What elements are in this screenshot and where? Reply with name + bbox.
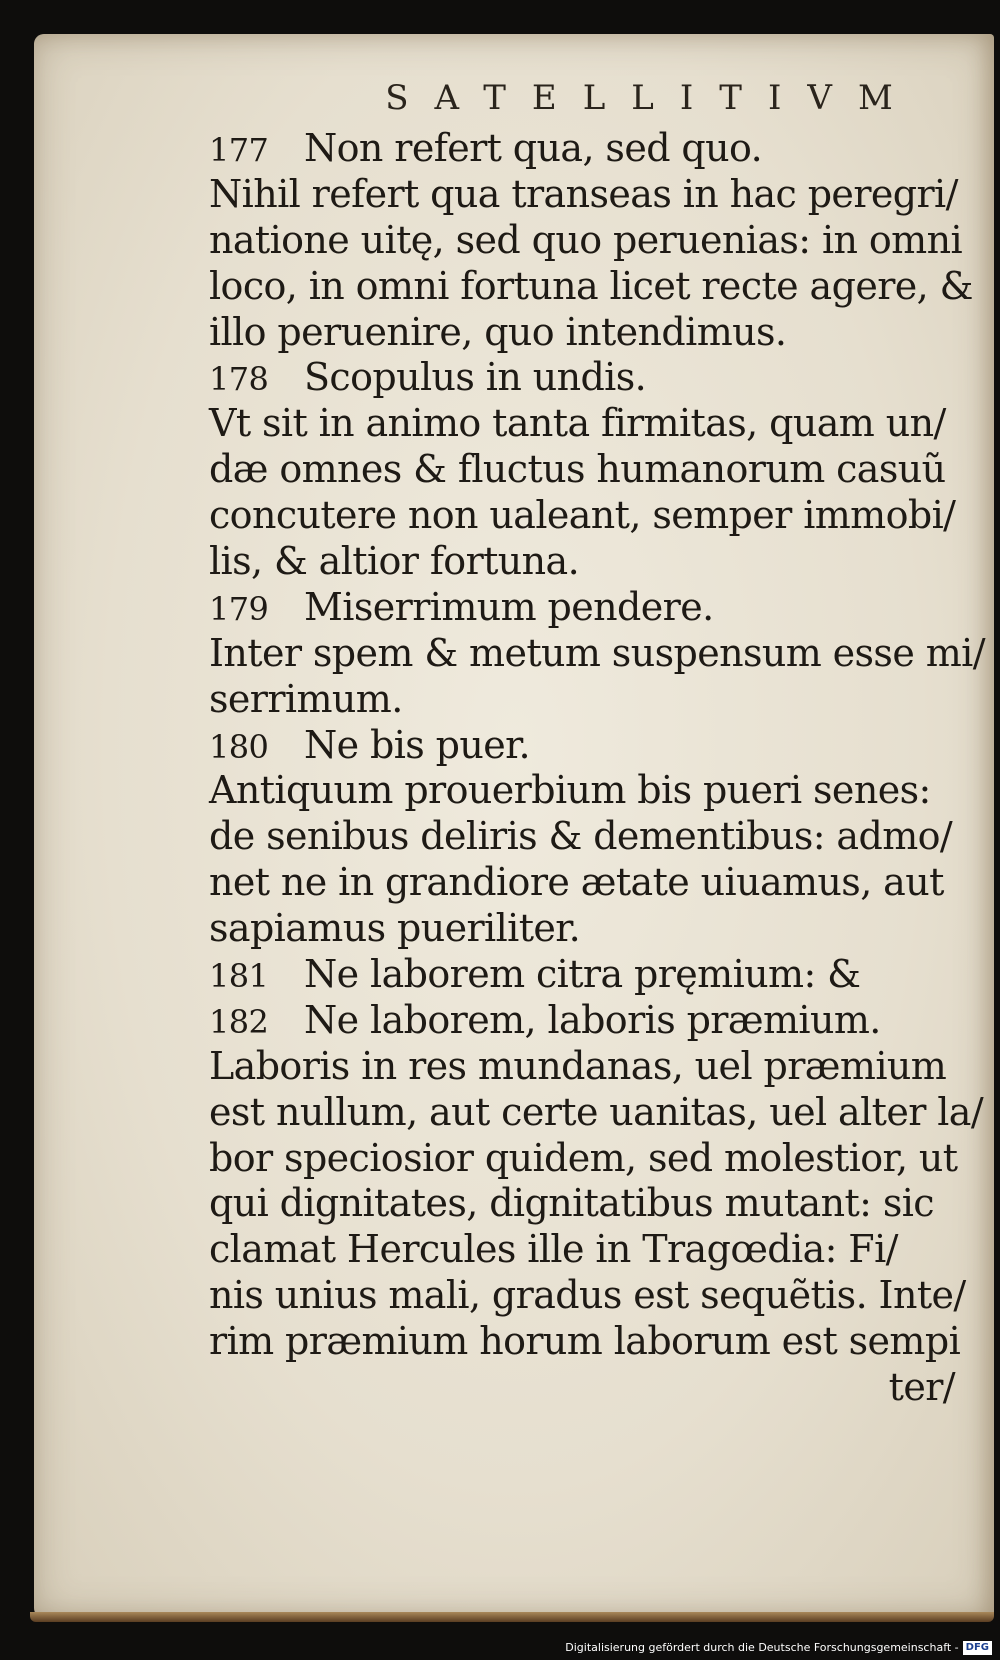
- dfg-logo: DFG: [963, 1641, 992, 1655]
- text-block: [209, 70, 985, 1411]
- text-line: [209, 447, 977, 493]
- entry-number: 182: [209, 1002, 269, 1041]
- entry-heading: Scopulus in undis.: [304, 355, 647, 400]
- line-text: est nullum, aut certe uanitas, uel alter la/: [209, 1089, 984, 1134]
- line-text: natione uitę, sed quo peruenias: in omni: [209, 217, 963, 262]
- entry-heading-line: [209, 355, 977, 401]
- text-line: [209, 1181, 977, 1227]
- text-line: [209, 906, 977, 952]
- text-line: [209, 1044, 977, 1090]
- text-line: [209, 539, 977, 585]
- line-text: loco, in omni fortuna licet recte agere, &: [209, 263, 973, 308]
- entry-number: 179: [209, 589, 269, 628]
- line-text: Antiquum prouerbium bis pueri senes:: [209, 768, 931, 813]
- entry-number: 181: [209, 957, 269, 996]
- line-text: Inter spem & metum suspensum esse mi/: [209, 630, 985, 675]
- line-text: ter/: [888, 1365, 955, 1410]
- entry-heading-line: [209, 585, 977, 631]
- text-line: [209, 860, 977, 906]
- text-line: [209, 264, 977, 310]
- text-line: [209, 1365, 977, 1411]
- line-text: clamat Hercules ille in Tragœdia: Fi/: [209, 1227, 898, 1272]
- line-text: bor speciosior quidem, sed molestior, ut: [209, 1135, 958, 1180]
- text-line: [209, 1136, 977, 1182]
- entry-heading: Ne bis puer.: [304, 722, 531, 767]
- text-line: [209, 172, 977, 218]
- entry-heading-line: [209, 998, 977, 1044]
- text-line: [209, 218, 977, 264]
- line-text: serrimum.: [209, 676, 403, 721]
- line-text: illo peruenire, quo intendimus.: [209, 309, 787, 354]
- digitization-credit: [565, 1640, 992, 1656]
- text-line: [209, 1227, 977, 1273]
- line-text: sapiamus pueriliter.: [209, 906, 581, 951]
- entry-heading: Ne laborem, laboris præmium.: [304, 997, 881, 1042]
- text-line: [209, 1319, 977, 1365]
- text-line: [209, 630, 985, 677]
- text-line: [209, 677, 977, 723]
- running-head: SATELLITIVM: [385, 78, 919, 118]
- line-text: lis, & altior fortuna.: [209, 539, 580, 584]
- text-line: [209, 493, 977, 539]
- book-page: [34, 34, 994, 1618]
- line-text: Laboris in res mundanas, uel præmium: [209, 1043, 947, 1088]
- text-line: [209, 310, 977, 356]
- line-text: net ne in grandiore ætate uiuamus, aut: [209, 860, 944, 905]
- line-text: Vt sit in animo tanta firmitas, quam un/: [209, 401, 946, 446]
- credit-text: Digitalisierung gefördert durch die Deutsche Forschungsgemeinschaft -: [565, 1641, 959, 1654]
- entry-number: 178: [209, 360, 269, 399]
- text-line: [209, 768, 977, 814]
- line-text: dæ omnes & fluctus humanorum casuũ: [209, 447, 946, 492]
- line-text: Nihil refert qua transeas in hac peregri/: [209, 171, 958, 216]
- entry-heading: Non refert qua, sed quo.: [304, 126, 763, 170]
- text-line: [209, 401, 977, 447]
- line-text: de senibus deliris & dementibus: admo/: [209, 814, 953, 859]
- text-line: [209, 814, 977, 860]
- line-text: qui dignitates, dignitatibus mutant: sic: [209, 1181, 934, 1226]
- line-text: nis unius mali, gradus est sequẽtis. Inte/: [209, 1273, 966, 1318]
- entry-heading: Miserrimum pendere.: [304, 584, 714, 629]
- entry-heading-line: [209, 952, 977, 998]
- text-lines: [209, 126, 985, 1411]
- entry-heading-line: [209, 723, 977, 769]
- line-text: rim præmium horum laborum est sempi: [209, 1319, 961, 1364]
- entry-heading: Ne laborem citra pręmium: &: [304, 952, 861, 997]
- page-edge: [30, 1612, 994, 1622]
- entry-number: 180: [209, 727, 269, 766]
- entry-number: 177: [209, 131, 269, 169]
- text-line: [209, 1089, 984, 1136]
- entry-heading-line: [209, 126, 977, 172]
- text-line: [209, 1273, 977, 1319]
- line-text: concutere non ualeant, semper immobi/: [209, 493, 956, 538]
